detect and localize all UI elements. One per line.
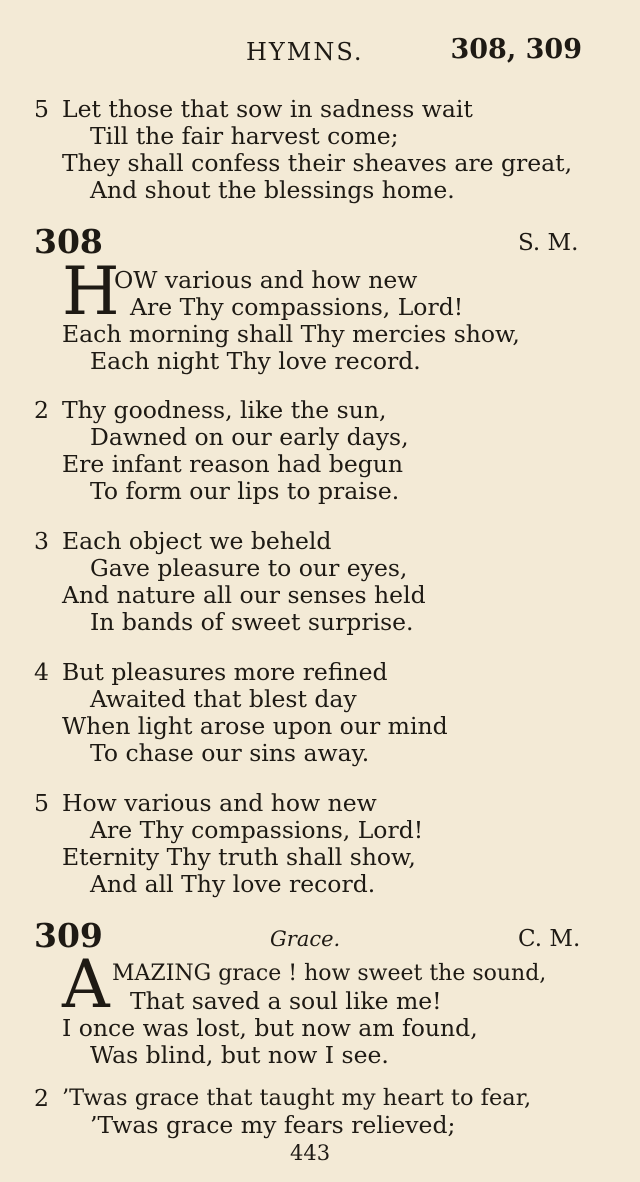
verse-line: To chase our sins away. xyxy=(90,739,370,767)
verse-number: 5 xyxy=(34,95,49,123)
verse-line: Thy goodness, like the sun, xyxy=(62,396,387,424)
verse-line: MAZING grace ! how sweet the sound, xyxy=(112,961,547,986)
verse-line: And shout the blessings home. xyxy=(90,176,455,204)
verse-line: OW various and how new xyxy=(114,266,418,294)
verse-line: Dawned on our early days, xyxy=(90,423,409,451)
verse-line: ’Twas grace that taught my heart to fear, xyxy=(62,1085,532,1111)
drop-cap-letter: A xyxy=(62,946,110,1023)
verse-line: Let those that sow in sadness wait xyxy=(62,95,473,123)
running-header-hymn-numbers: 308, 309 xyxy=(450,34,582,65)
verse-line: In bands of sweet surprise. xyxy=(90,608,414,636)
verse-line: Awaited that blest day xyxy=(90,685,357,713)
verse-line: When light arose upon our mind xyxy=(62,712,448,740)
verse-line: Are Thy compassions, Lord! xyxy=(130,293,464,321)
verse-line: That saved a soul like me! xyxy=(130,987,442,1015)
verse-line: But pleasures more refined xyxy=(62,658,388,686)
running-header-title: HYMNS. xyxy=(246,38,364,66)
verse-line: ’Twas grace my fears relieved; xyxy=(90,1111,456,1139)
verse-line: Till the fair harvest come; xyxy=(90,122,399,150)
hymn-number: 308 xyxy=(34,222,103,261)
verse-line: Are Thy compassions, Lord! xyxy=(90,816,424,844)
verse-number: 5 xyxy=(34,789,49,817)
verse-line: Each morning shall Thy mercies show, xyxy=(62,320,520,348)
verse-number: 3 xyxy=(34,527,49,555)
verse-line: Ere infant reason had begun xyxy=(62,450,404,478)
hymn-meter: S. M. xyxy=(518,230,579,256)
verse-number: 4 xyxy=(34,658,49,686)
verse-line: And all Thy love record. xyxy=(90,870,376,898)
verse-number: 2 xyxy=(34,396,49,424)
verse-line: Each object we beheld xyxy=(62,527,332,555)
verse-line: They shall confess their sheaves are great, xyxy=(62,149,573,177)
verse-line: And nature all our senses held xyxy=(62,581,426,609)
tune-name: Grace. xyxy=(270,927,341,951)
verse-line: Was blind, but now I see. xyxy=(90,1041,389,1069)
verse-number: 2 xyxy=(34,1084,49,1112)
drop-cap-letter: H xyxy=(62,253,120,330)
hymn-number: 309 xyxy=(34,916,103,955)
verse-line: I once was lost, but now am found, xyxy=(62,1014,478,1042)
verse-line: Gave pleasure to our eyes, xyxy=(90,554,408,582)
hymn-meter: C. M. xyxy=(518,926,581,952)
verse-line: To form our lips to praise. xyxy=(90,477,400,505)
verse-line: How various and how new xyxy=(62,789,377,817)
verse-line: Eternity Thy truth shall show, xyxy=(62,843,416,871)
page-number: 443 xyxy=(290,1141,331,1165)
verse-line: Each night Thy love record. xyxy=(90,347,421,375)
